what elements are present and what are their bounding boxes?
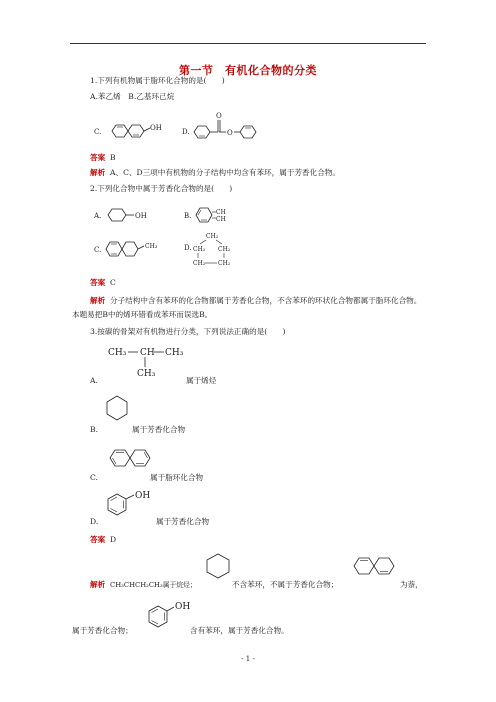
q3-exp-aromatic: 属于芳香化合物； — [72, 626, 133, 635]
q3-c-naphthalene-structure — [90, 446, 240, 484]
q2-explanation — [72, 294, 424, 322]
q3-a-label: A. — [90, 376, 98, 385]
q1-d-ester-structure — [182, 110, 282, 144]
q3-b-label: B. — [90, 425, 98, 434]
q3-answer — [90, 535, 116, 545]
q2-a-oh: OH — [135, 212, 147, 220]
q3-exp-naphthalene-icon — [352, 556, 398, 580]
header-rule — [70, 43, 426, 44]
q3-stem: 3.按碳的骨架对有机物进行分类，下列说法正确的是( ) — [90, 327, 286, 336]
q1-options-ab: A.苯乙烯 B.乙基环己烷 — [90, 92, 175, 101]
q2-d-ch2-top: CH₂ — [206, 233, 219, 240]
q1-exp-label: 解析 — [90, 168, 106, 177]
q3-a-ch3-right: CH₃ — [165, 348, 184, 358]
q2-b-ch-bottom: CH — [216, 216, 226, 223]
q2-d-ch2-bottom-right: CH₂ — [218, 260, 231, 267]
q3-a-isobutane-structure — [90, 345, 220, 385]
q3-d-phenol-structure — [90, 490, 240, 530]
q3-answer-value: D — [110, 535, 117, 544]
q3-exp-has-benzene: 含有苯环，属于芳香化合物。 — [190, 626, 289, 635]
q3-exp-phenol-icon — [146, 600, 196, 632]
q1-answer-value: B — [110, 153, 116, 162]
q1-c-oh: OH — [150, 124, 162, 132]
q2-answer-value: C — [110, 278, 116, 287]
q2-a-label: A. — [94, 212, 102, 220]
q3-exp-phenol-oh: OH — [175, 602, 191, 612]
q3-c-desc: 属于脂环化合物 — [150, 473, 204, 482]
q1-stem: 1.下列有机物属于脂环化合物的是( ) — [90, 76, 225, 85]
q3-a-desc: 属于烯烃 — [186, 376, 217, 385]
q2-b-label: B. — [184, 212, 192, 220]
q2-d-ch2-right: CH₂ — [218, 246, 231, 253]
q1-d-carbonyl-o: O — [216, 112, 222, 120]
q3-d-label: D. — [90, 517, 99, 526]
q1-c-label: C. — [94, 128, 102, 136]
q1-answer-label: 答案 — [90, 153, 106, 162]
q3-exp-alkane: CH₃CHCH₂CH₃属于烷烃； — [110, 581, 197, 589]
q1-d-ester-o: O — [227, 129, 233, 137]
q2-d-cycloalkane-structure — [184, 230, 254, 270]
q1-exp-text: A、C、D三项中有机物的分子结构中均含有苯环，属于芳香化合物。 — [110, 168, 341, 177]
q2-a-cyclohexanol-structure — [94, 204, 164, 228]
q1-explanation — [90, 168, 340, 178]
q2-answer — [90, 278, 116, 288]
q2-stem: 2.下列化合物中属于芳香化合物的是( ) — [90, 184, 233, 193]
q3-b-cyclohexane-structure — [90, 394, 220, 436]
q3-a-ch3-bottom: CH₃ — [137, 369, 156, 379]
q3-d-oh: OH — [135, 491, 151, 501]
q3-exp-naphthalene: 为萘， — [400, 580, 423, 589]
page-number: - 1 - — [241, 655, 255, 663]
q2-exp-text: 分子结构中含有苯环的化合物都属于芳香化合物，不含苯环的环状化合物都属于脂环化合物。本题易把B中的烯环错看成苯环而误选B。 — [72, 296, 422, 319]
q2-c-label: C. — [94, 246, 102, 254]
q2-exp-label: 解析 — [90, 296, 106, 305]
q1-c-naphthol-structure — [94, 118, 174, 144]
q3-a-ch: CH — [140, 348, 155, 358]
q3-c-label: C. — [90, 473, 98, 482]
q2-answer-label: 答案 — [90, 278, 106, 287]
section-title: 第一节 有机化合物的分类 — [179, 64, 317, 77]
q3-d-desc: 属于芳香化合物 — [156, 517, 210, 526]
q3-exp-not-aromatic: 不含苯环，不属于芳香化合物； — [232, 580, 339, 589]
q2-b-ch-top: CH — [216, 209, 226, 216]
q2-c-ch3: CH₃ — [145, 243, 158, 250]
q3-explanation — [90, 580, 197, 590]
q2-d-ch2-left: CH₂ — [193, 246, 206, 253]
q1-d-label: D. — [182, 128, 190, 136]
q3-a-ch3-left: CH₃ — [108, 348, 127, 358]
q3-answer-label: 答案 — [90, 535, 106, 544]
q2-c-biaryl-structure — [94, 236, 184, 262]
q2-d-label: D. — [184, 244, 192, 252]
q3-b-desc: 属于芳香化合物 — [132, 425, 186, 434]
q3-exp-cyclohexane-icon — [205, 552, 233, 582]
q2-b-diene-structure — [184, 204, 244, 228]
q3-exp-label: 解析 — [90, 580, 106, 589]
q2-d-ch2-bottom-left: CH₂ — [193, 260, 206, 267]
q1-answer — [90, 153, 116, 163]
